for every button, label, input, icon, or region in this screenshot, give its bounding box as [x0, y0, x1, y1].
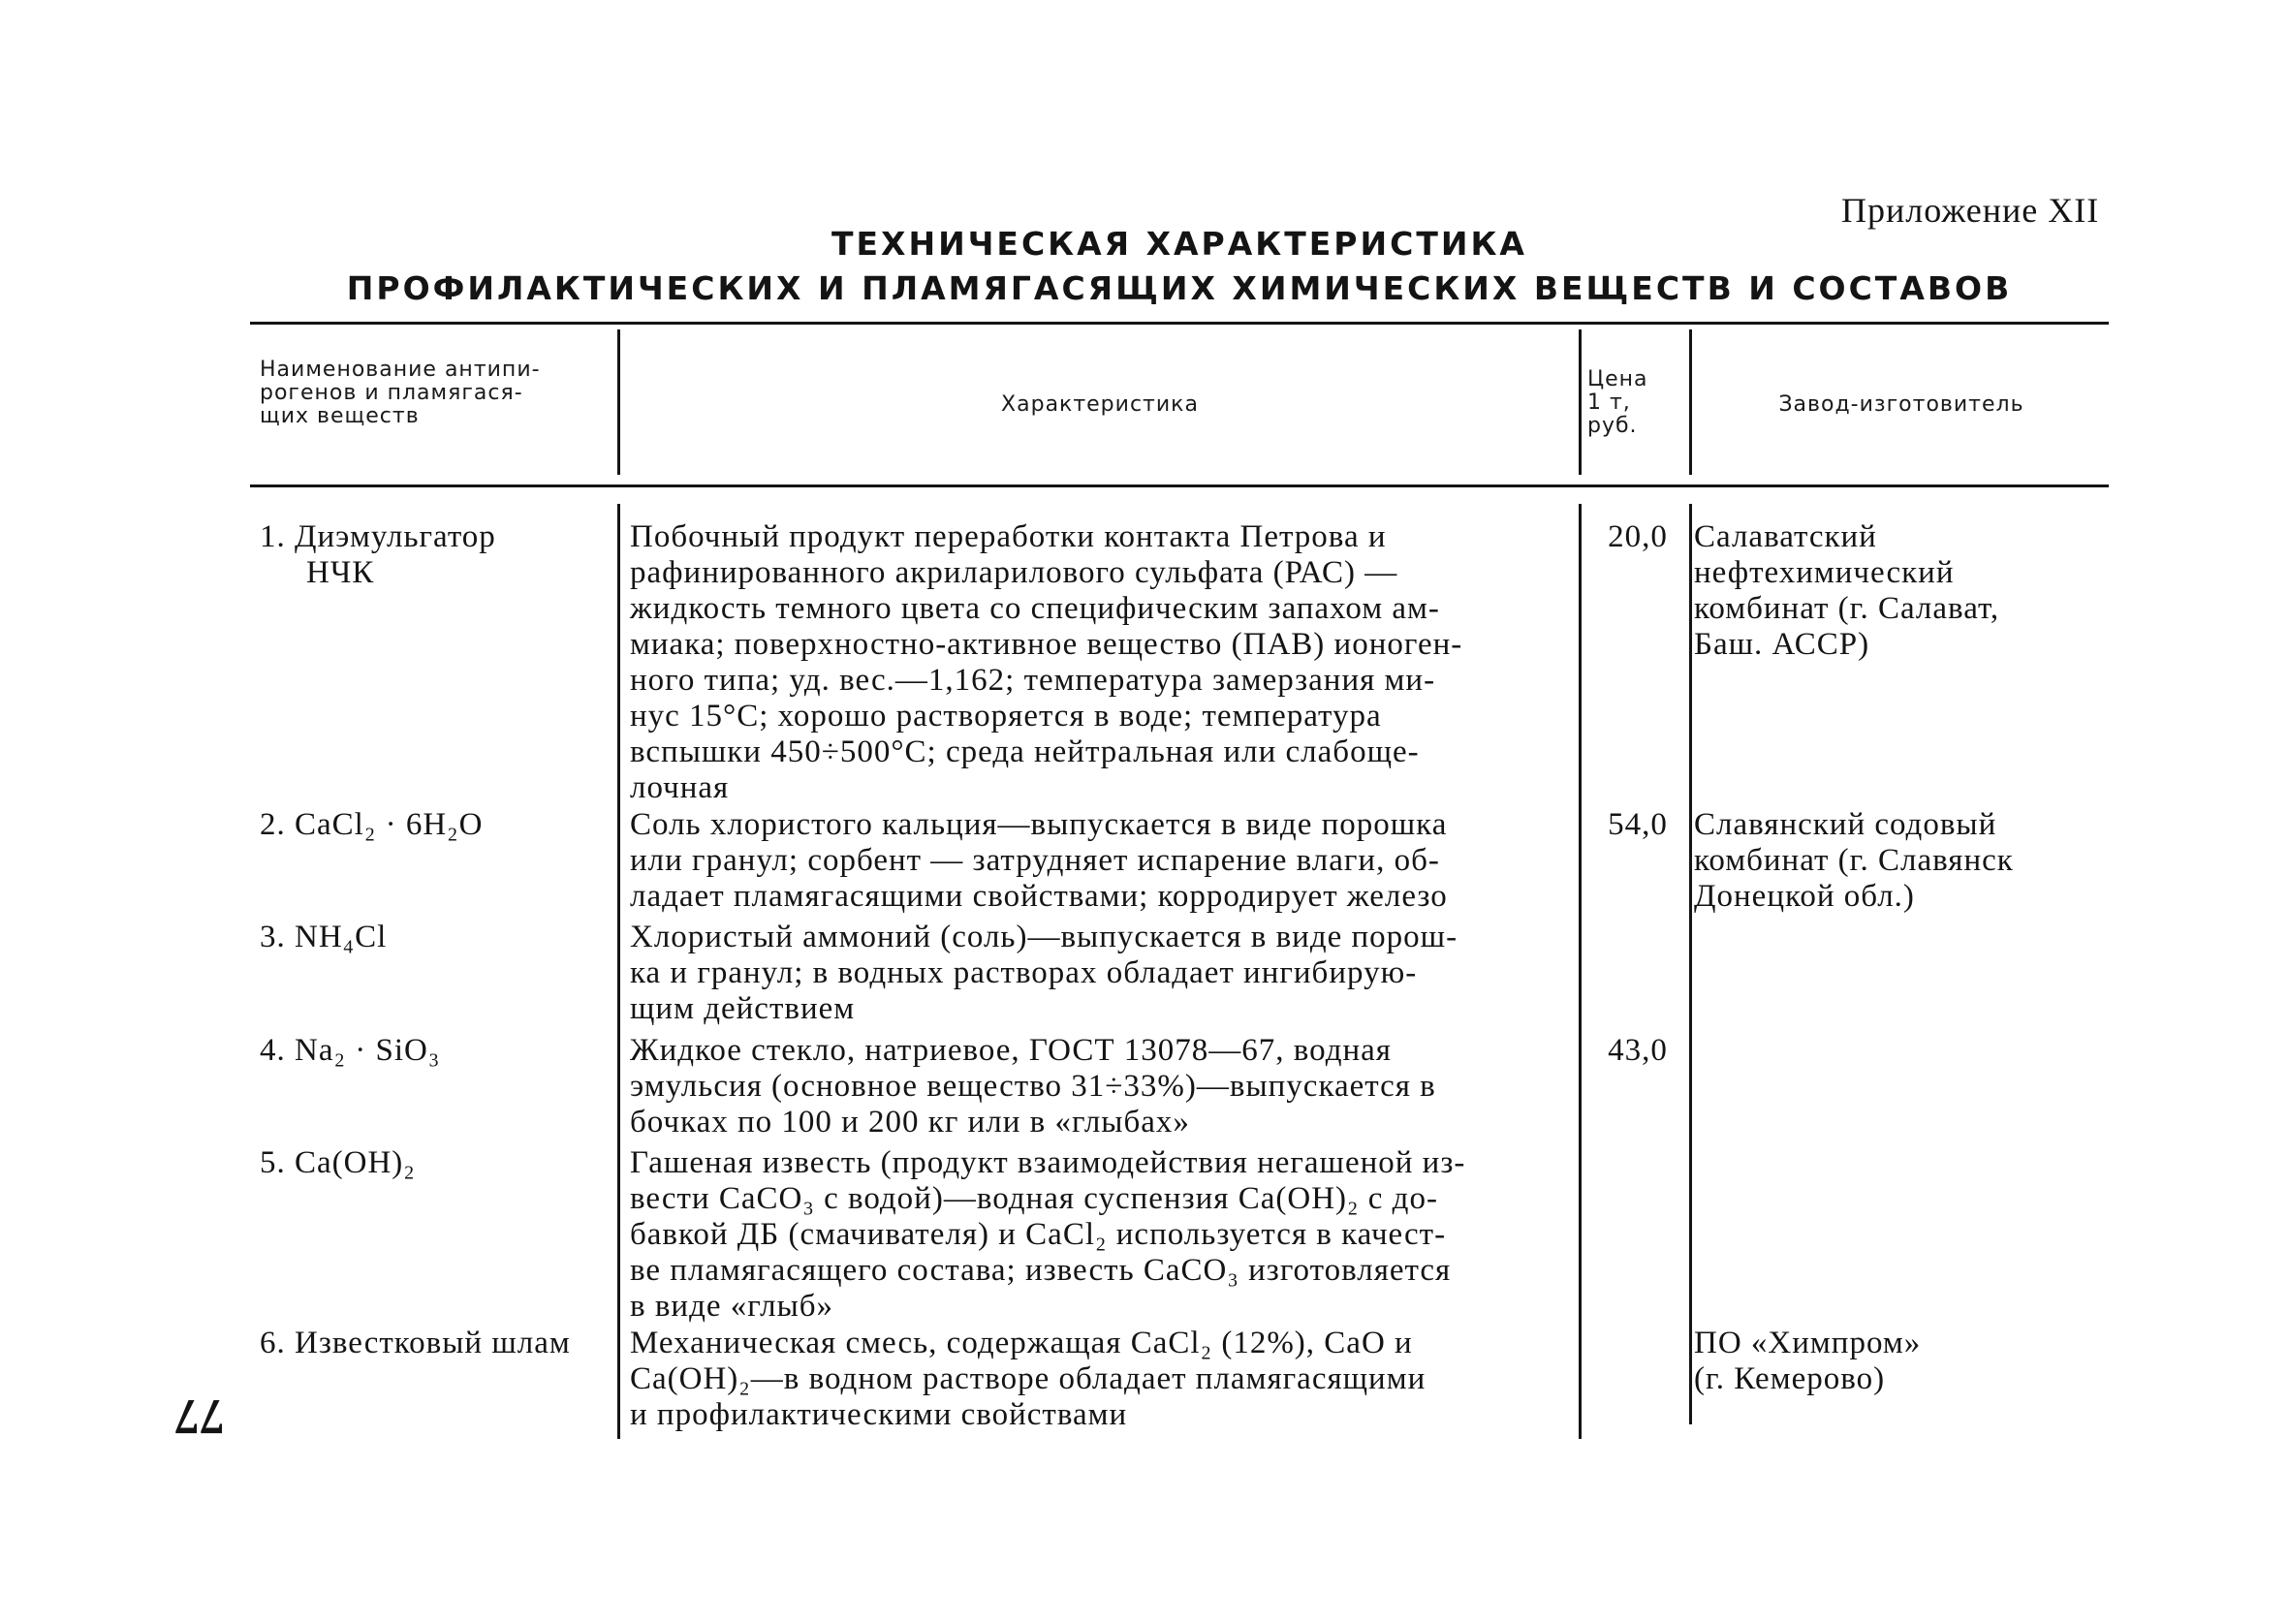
- table-header-rule: [250, 484, 2109, 487]
- column-divider: [617, 504, 620, 1439]
- document-title-line-1: ТЕХНИЧЕСКАЯ ХАРАКТЕРИСТИКА: [831, 225, 1527, 263]
- desc-line: ладает пламягасящими свойствами; корродирует железо: [630, 879, 1448, 914]
- row-1-manufacturer: [1694, 519, 2106, 663]
- desc-line: рафинированного акриларилового сульфата (РАС) —: [630, 555, 1398, 590]
- row-4-price: 43,0: [1608, 1033, 1668, 1068]
- appendix-label: Приложение XII: [1841, 191, 2100, 230]
- row-2-manufacturer: [1694, 807, 2106, 915]
- row-2-price: 54,0: [1608, 807, 1668, 842]
- column-divider: [1579, 504, 1582, 1439]
- maker-line: (г. Кемерово): [1694, 1361, 1886, 1396]
- desc-line: в виде «глыб»: [630, 1289, 834, 1324]
- desc-line: бочках по 100 и 200 кг или в «глыбах»: [630, 1105, 1190, 1140]
- header-name-line: Наименование антипи-: [260, 358, 541, 382]
- desc-line: вести CaCO₃ с водой)—водная суспензия Ca(OH)₂ с до-: [630, 1181, 1438, 1216]
- desc-line: ного типа; уд. вес.—1,162; температура замерзания ми-: [630, 663, 1436, 698]
- row-4-name: [260, 1033, 618, 1069]
- maker-line: ПО «Химпром»: [1694, 1326, 1922, 1360]
- header-name-line: щих веществ: [260, 404, 420, 428]
- maker-line: нефтехимический: [1694, 555, 1955, 590]
- row-6-manufacturer: [1694, 1326, 2106, 1397]
- header-manufacturer: Завод-изготовитель: [1778, 392, 2024, 417]
- desc-line: Соль хлористого кальция—выпускается в виде порошка: [630, 807, 1448, 842]
- row-2-characteristic: [630, 807, 1562, 915]
- page-number: 77: [174, 1389, 225, 1444]
- name-line: НЧК: [306, 555, 375, 590]
- row-5-name: [260, 1145, 618, 1181]
- row-6-characteristic: [630, 1326, 1562, 1433]
- header-price-line: Цена: [1587, 367, 1648, 391]
- desc-line: ка и гранул; в водных растворах обладает ингибирую-: [630, 955, 1418, 990]
- name-line: 1. Диэмульгатор: [260, 519, 496, 554]
- name-line: 3. NH₄Cl: [260, 920, 388, 954]
- row-2-name: [260, 807, 618, 843]
- row-6-name: [260, 1326, 618, 1361]
- row-4-characteristic: [630, 1033, 1562, 1140]
- header-price: [1587, 368, 1684, 438]
- desc-line: жидкость темного цвета со специфическим запахом ам-: [630, 591, 1440, 626]
- desc-line: нус 15°С; хорошо растворяется в воде; температура: [630, 699, 1382, 734]
- header-price-line: руб.: [1587, 414, 1638, 438]
- header-name: [260, 359, 609, 428]
- maker-line: комбинат (г. Славянск: [1694, 843, 2014, 878]
- header-divider: [1579, 329, 1582, 475]
- maker-line: Салаватский: [1694, 519, 1877, 554]
- desc-line: ве пламягасящего состава; известь CaCO₃ изготовляется: [630, 1253, 1452, 1288]
- desc-line: и профилактическими свойствами: [630, 1397, 1128, 1432]
- desc-line: миака; поверхностно-активное вещество (ПАВ) ионоген-: [630, 627, 1463, 662]
- row-3-name: [260, 920, 618, 955]
- header-characteristic: Характеристика: [1001, 392, 1199, 417]
- column-divider: [1689, 504, 1692, 1424]
- name-line: 5. Ca(OH)₂: [260, 1145, 416, 1180]
- desc-line: Побочный продукт переработки контакта Петрова и: [630, 519, 1387, 554]
- desc-line: эмульсия (основное вещество 31÷33%)—выпускается в: [630, 1069, 1436, 1104]
- header-price-line: 1 т,: [1587, 390, 1631, 415]
- desc-line: Гашеная известь (продукт взаимодействия негашеной из-: [630, 1145, 1466, 1180]
- maker-line: Баш. АССР): [1694, 627, 1870, 662]
- desc-line: Жидкое стекло, натриевое, ГОСТ 13078—67, водная: [630, 1033, 1392, 1068]
- row-3-characteristic: [630, 920, 1562, 1027]
- row-1-characteristic: [630, 519, 1562, 806]
- row-5-characteristic: [630, 1145, 1562, 1325]
- maker-line: комбинат (г. Салават,: [1694, 591, 2000, 626]
- name-line: 2. CaCl₂ · 6H₂O: [260, 807, 484, 842]
- table-top-rule: [250, 322, 2109, 325]
- desc-line: бавкой ДБ (смачивателя) и CaCl₂ используется в качест-: [630, 1217, 1447, 1252]
- header-divider: [1689, 329, 1692, 475]
- maker-line: Донецкой обл.): [1694, 879, 1915, 914]
- document-title-line-2: ПРОФИЛАКТИЧЕСКИХ И ПЛАМЯГАСЯЩИХ ХИМИЧЕСКИХ ВЕЩЕСТВ И СОСТАВОВ: [346, 269, 2013, 307]
- desc-line: Механическая смесь, содержащая CaCl₂ (12%), CaO и: [630, 1326, 1413, 1360]
- header-name-line: рогенов и пламягася-: [260, 381, 523, 405]
- row-1-name: [260, 519, 618, 591]
- desc-line: лочная: [630, 770, 730, 805]
- header-divider: [617, 329, 620, 475]
- desc-line: вспышки 450÷500°С; среда нейтральная или слабоще-: [630, 734, 1420, 769]
- row-1-price: 20,0: [1608, 519, 1668, 554]
- desc-line: Ca(OH)₂—в водном растворе обладает пламягасящими: [630, 1361, 1427, 1396]
- name-line: 4. Na₂ · SiO₃: [260, 1033, 441, 1068]
- desc-line: или гранул; сорбент — затрудняет испарение влаги, об-: [630, 843, 1440, 878]
- maker-line: Славянский содовый: [1694, 807, 1997, 842]
- desc-line: щим действием: [630, 991, 856, 1026]
- name-line: 6. Известковый шлам: [260, 1326, 571, 1360]
- desc-line: Хлористый аммоний (соль)—выпускается в виде порош-: [630, 920, 1458, 954]
